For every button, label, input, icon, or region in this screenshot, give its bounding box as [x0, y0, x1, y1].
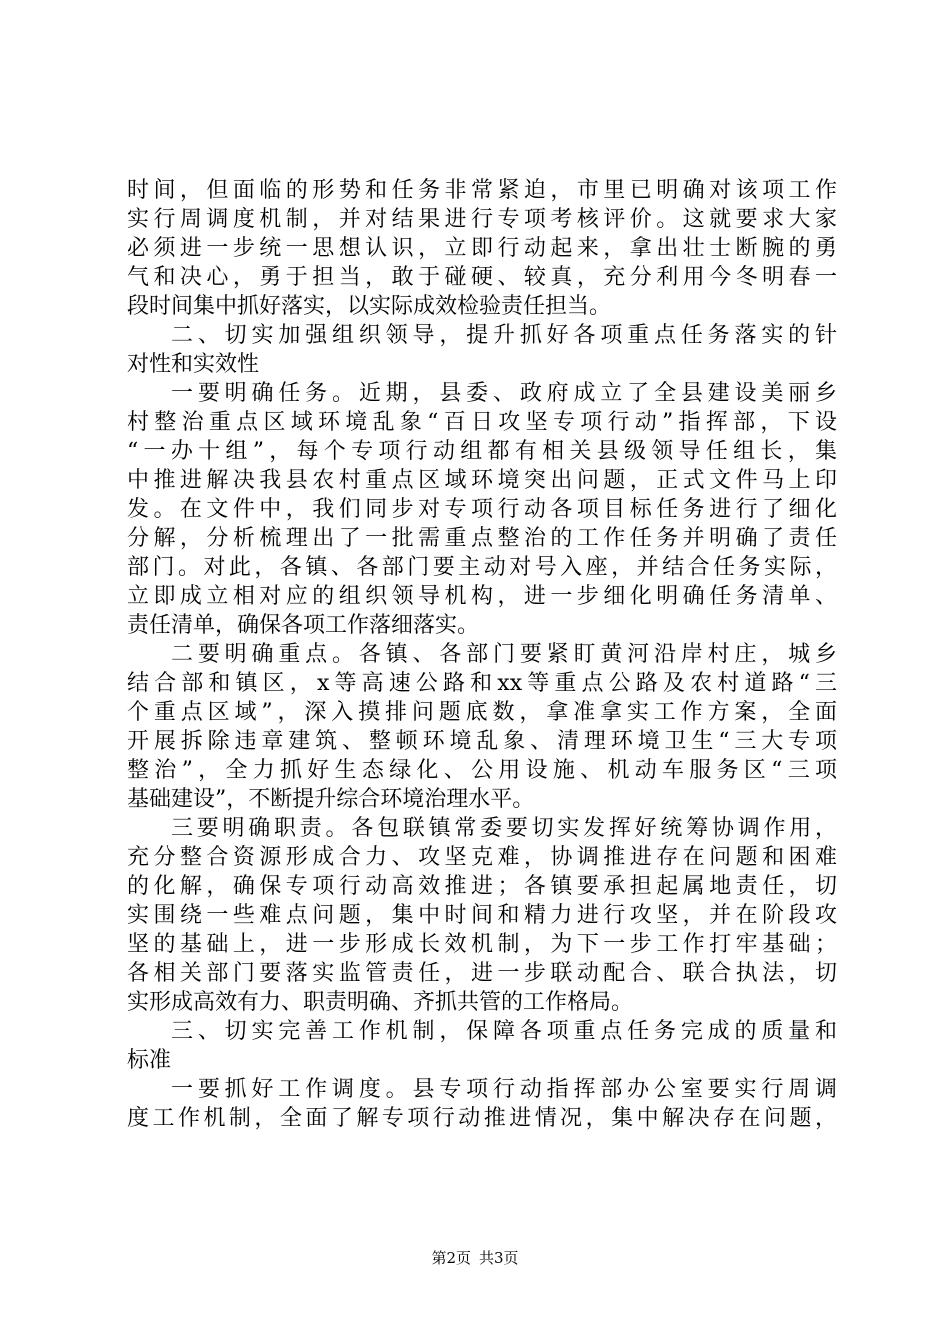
text-line: 充分整合资源形成合力、攻坚克难，协调推进存在问题和困难	[127, 845, 837, 870]
text-line: 气和决心，勇于担当，敢于碰硬、较真，充分利用今冬明春一	[127, 265, 837, 290]
paragraph	[127, 321, 837, 379]
text-line: 中推进解决我县农村重点区域环境突出问题，正式文件马上印	[127, 468, 837, 493]
text-line: 一要抓好工作调度。县专项行动指挥部办公室要实行周调	[171, 1077, 837, 1102]
document-body	[127, 176, 837, 1133]
text-line: 三要明确职责。各包联镇常委要切实发挥好统筹协调作用，	[171, 816, 837, 841]
text-line: 段时间集中抓好落实，以实际成效检验责任担当。	[127, 294, 612, 319]
text-line: 立即成立相对应的组织领导机构，进一步细化明确任务清单、	[127, 584, 837, 609]
text-line: 二、切实加强组织领导，提升抓好各项重点任务落实的针	[171, 323, 837, 348]
text-line: 责任清单，确保各项工作落细落实。	[127, 613, 480, 638]
text-line: 度工作机制，全面了解专项行动推进情况，集中解决存在问题，	[127, 1106, 837, 1131]
text-line: 实围绕一些难点问题，集中时间和精力进行攻坚，并在阶段攻	[127, 903, 837, 928]
text-line: 对性和实效性	[127, 352, 260, 377]
page-footer	[0, 1248, 950, 1268]
paragraph	[127, 176, 837, 321]
text-line: 基础建设”，不断提升综合环境治理水平。	[127, 787, 535, 812]
text-line: “一办十组”，每个专项行动组都有相关县级领导任组长，集	[127, 439, 837, 464]
text-line: 各相关部门要落实监管责任，进一步联动配合、联合执法，切	[127, 961, 837, 986]
text-line: 的化解，确保专项行动高效推进；各镇要承担起属地责任，切	[127, 874, 837, 899]
text-line: 开展拆除违章建筑、整顿环境乱象、清理环境卫生“三大专项	[127, 729, 837, 754]
text-line: 分解，分析梳理出了一批需重点整治的工作任务并明确了责任	[127, 526, 837, 551]
text-line: 整治”，全力抓好生态绿化、公用设施、机动车服务区“三项	[127, 758, 837, 783]
text-line: 标准	[127, 1048, 172, 1073]
text-line: 个重点区域”，深入摸排问题底数，拿准拿实工作方案，全面	[127, 700, 837, 725]
paragraph	[127, 640, 837, 814]
text-line: 发。在文件中，我们同步对专项行动各项目标任务进行了细化	[127, 497, 837, 522]
text-line: 一要明确任务。近期，县委、政府成立了全县建设美丽乡	[171, 381, 837, 406]
paragraph	[127, 814, 837, 1017]
page-total: 共3页	[479, 1249, 519, 1267]
paragraph	[127, 379, 837, 640]
page-number: 第2页	[431, 1249, 471, 1267]
text-line: 时间，但面临的形势和任务非常紧迫，市里已明确对该项工作	[127, 178, 837, 203]
text-line: 坚的基础上，进一步形成长效机制，为下一步工作打牢基础；	[127, 932, 837, 957]
text-line: 三、切实完善工作机制，保障各项重点任务完成的质量和	[171, 1019, 837, 1044]
paragraph	[127, 1075, 837, 1133]
text-line: 结合部和镇区，x等高速公路和xx等重点公路及农村道路“三	[127, 671, 837, 696]
text-line: 实行周调度机制，并对结果进行专项考核评价。这就要求大家	[127, 207, 837, 232]
text-line: 部门。对此，各镇、各部门要主动对号入座，并结合任务实际，	[127, 555, 837, 580]
text-line: 必须进一步统一思想认识，立即行动起来，拿出壮士断腕的勇	[127, 236, 837, 261]
paragraph	[127, 1017, 837, 1075]
text-line: 实形成高效有力、职责明确、齐抓共管的工作格局。	[127, 990, 634, 1015]
text-line: 村整治重点区域环境乱象“百日攻坚专项行动”指挥部，下设	[127, 410, 837, 435]
text-line: 二要明确重点。各镇、各部门要紧盯黄河沿岸村庄，城乡	[171, 642, 837, 667]
